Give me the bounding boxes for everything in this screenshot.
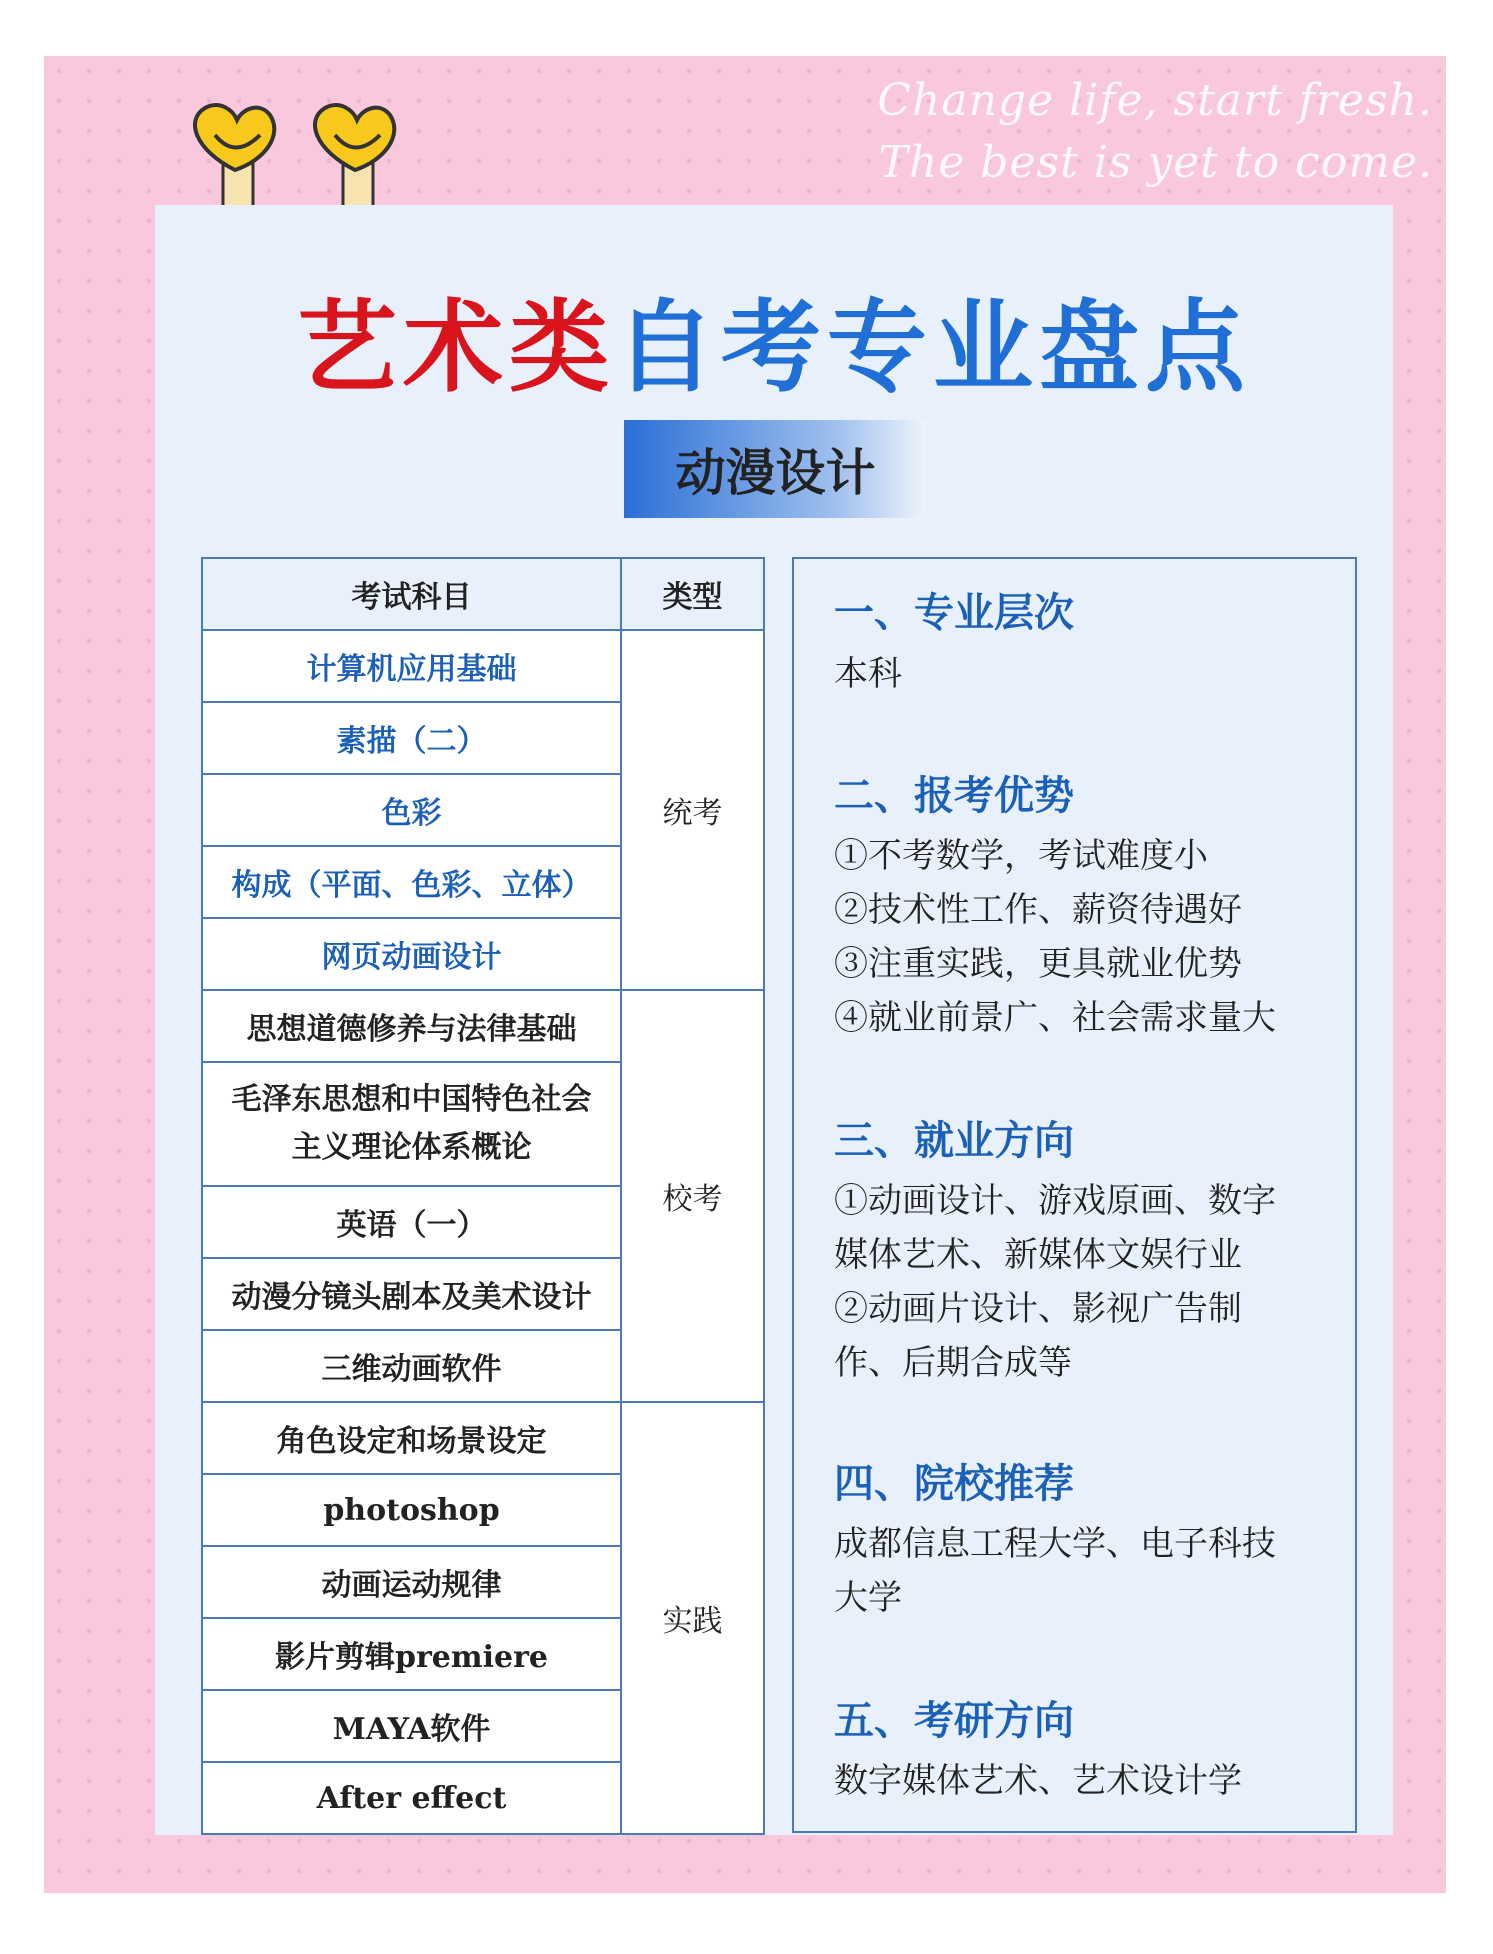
list-item: ①不考数学，考试难度小 — [834, 836, 1208, 876]
section-heading: 一、专业层次 — [834, 589, 1074, 636]
page-title — [155, 267, 1393, 411]
section-line: 作、后期合成等 — [834, 1343, 1072, 1383]
header-subject: 考试科目 — [202, 558, 621, 630]
subject-cell: MAYA软件 — [202, 1690, 621, 1762]
table-row — [202, 990, 764, 1062]
subject-cell: 思想道德修养与法律基础 — [202, 990, 621, 1062]
section-heading: 二、报考优势 — [834, 772, 1074, 819]
subject-cell: 网页动画设计 — [202, 918, 621, 990]
subject-cell: 毛泽东思想和中国特色社会主义理论体系概论 — [202, 1062, 621, 1186]
title-red: 艺术类 — [297, 288, 615, 406]
subject-cell: 英语（一） — [202, 1186, 621, 1258]
subject-cell: 动画运动规律 — [202, 1546, 621, 1618]
subject-cell: After effect — [202, 1762, 621, 1834]
subject-cell: 色彩 — [202, 774, 621, 846]
header-type: 类型 — [621, 558, 764, 630]
slogan-line-1: Change life, start fresh. — [877, 75, 1433, 126]
section-line: 大学 — [834, 1578, 902, 1618]
table-row — [202, 630, 764, 702]
subject-cell: photoshop — [202, 1474, 621, 1546]
type-cell: 实践 — [621, 1402, 764, 1834]
table-header — [202, 558, 764, 630]
subject-cell: 计算机应用基础 — [202, 630, 621, 702]
section-line: ②动画片设计、影视广告制 — [834, 1289, 1242, 1329]
section-heading: 四、院校推荐 — [834, 1460, 1074, 1507]
section-heading: 三、就业方向 — [834, 1117, 1074, 1164]
content-panel — [155, 205, 1393, 1835]
type-cell: 校考 — [621, 990, 764, 1402]
subject-cell: 三维动画软件 — [202, 1330, 621, 1402]
subjects-table — [201, 557, 765, 1835]
section-line: ①动画设计、游戏原画、数字 — [834, 1181, 1276, 1221]
wavy-left-edge — [44, 56, 164, 1893]
info-box — [792, 557, 1357, 1833]
section-heading: 五、考研方向 — [834, 1697, 1074, 1744]
subject-cell: 影片剪辑premiere — [202, 1618, 621, 1690]
title-blue: 自考专业盘点 — [615, 288, 1251, 406]
section-body: 数字媒体艺术、艺术设计学 — [834, 1761, 1242, 1801]
list-item: ④就业前景广、社会需求量大 — [834, 998, 1276, 1038]
major-badge: 动漫设计 — [624, 420, 927, 518]
subject-cell: 角色设定和场景设定 — [202, 1402, 621, 1474]
list-item: ③注重实践，更具就业优势 — [834, 944, 1242, 984]
list-item: ②技术性工作、薪资待遇好 — [834, 890, 1242, 930]
section-line: 成都信息工程大学、电子科技 — [834, 1524, 1276, 1564]
subject-cell: 构成（平面、色彩、立体） — [202, 846, 621, 918]
section-body: 本科 — [834, 654, 902, 694]
smiley-hearts-icon — [185, 100, 435, 210]
section-line: 媒体艺术、新媒体文娱行业 — [834, 1235, 1242, 1275]
slogan — [877, 70, 1433, 194]
slogan-line-2: The best is yet to come. — [878, 137, 1433, 188]
subject-cell: 素描（二） — [202, 702, 621, 774]
subject-cell: 动漫分镜头剧本及美术设计 — [202, 1258, 621, 1330]
type-cell: 统考 — [621, 630, 764, 990]
table-row — [202, 1402, 764, 1474]
